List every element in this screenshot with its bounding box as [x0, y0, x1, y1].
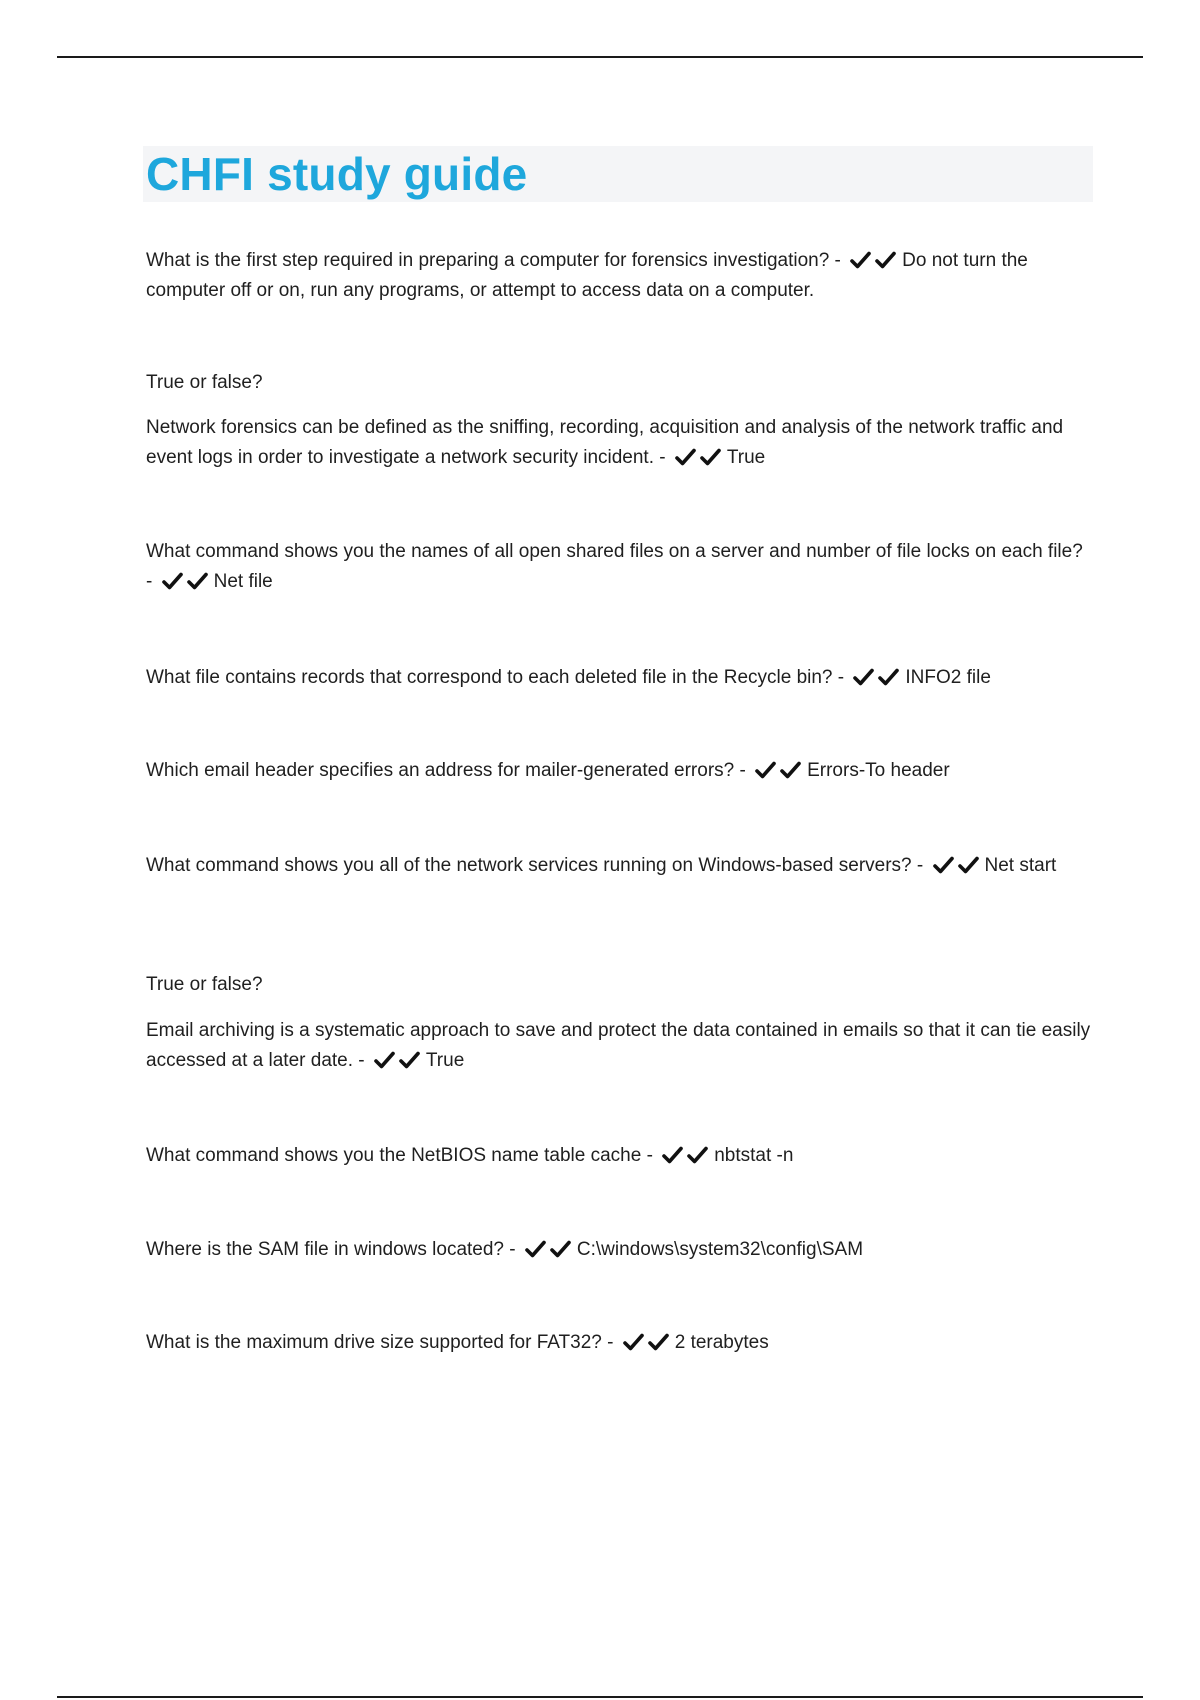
check-icon: [648, 1333, 669, 1351]
footer-rule: [57, 1696, 1143, 1698]
answer-marker: [623, 1328, 673, 1358]
question-text: Where is the SAM file in windows located? -: [146, 1239, 516, 1260]
answer-text: Do not turn the computer off or on, run any programs, or attempt to access data on a computer.: [146, 250, 1028, 301]
answer-text: 2 terabytes: [674, 1332, 769, 1353]
answer-marker: [850, 246, 900, 276]
answer-text: C:\windows\system32\config\SAM: [576, 1239, 864, 1260]
answer-text: Net file: [213, 571, 273, 592]
qa-entry-10: [146, 1328, 1092, 1358]
question-text: What command shows you the NetBIOS name table cache -: [146, 1145, 653, 1166]
true-false-label: True or false?: [146, 974, 263, 995]
qa-entry-7: [146, 1016, 1092, 1076]
header-rule: [57, 56, 1143, 58]
check-icon: [399, 1051, 420, 1069]
answer-text: True: [425, 1050, 465, 1071]
check-icon: [780, 761, 801, 779]
check-icon: [187, 572, 208, 590]
qa-entry-2-prefix: [146, 368, 1092, 398]
qa-entry-6: [146, 851, 1092, 881]
answer-marker: [162, 567, 212, 597]
check-icon: [755, 761, 776, 779]
question-text: What command shows you the names of all open shared files on a server and number of file locks on each file? -: [146, 541, 1083, 592]
question-text: What file contains records that correspond to each deleted file in the Recycle bin? -: [146, 667, 845, 688]
question-text: Email archiving is a systematic approach to save and protect the data contained in emails so that it can tie easily accessed at a later date. -: [146, 1020, 1091, 1071]
qa-entry-5: [146, 756, 1092, 786]
check-icon: [958, 856, 979, 874]
check-icon: [933, 856, 954, 874]
answer-marker: [755, 756, 805, 786]
true-false-label: True or false?: [146, 372, 263, 393]
qa-entry-7-prefix: [146, 970, 1092, 1000]
check-icon: [623, 1333, 644, 1351]
question-text: Network forensics can be defined as the sniffing, recording, acquisition and analysis of the network traffic and event logs in order to investigate a network security incident. -: [146, 417, 1064, 468]
question-text: What is the maximum drive size supported for FAT32? -: [146, 1332, 614, 1353]
check-icon: [550, 1240, 571, 1258]
qa-entry-9: [146, 1235, 1092, 1265]
qa-entry-2: [146, 413, 1092, 473]
check-icon: [675, 448, 696, 466]
answer-text: True: [726, 447, 766, 468]
check-icon: [853, 668, 874, 686]
question-text: What command shows you all of the network services running on Windows-based servers? -: [146, 855, 924, 876]
check-icon: [850, 251, 871, 269]
check-icon: [162, 572, 183, 590]
check-icon: [687, 1146, 708, 1164]
answer-marker: [374, 1046, 424, 1076]
answer-text: Errors-To header: [807, 760, 950, 781]
check-icon: [525, 1240, 546, 1258]
answer-marker: [853, 663, 903, 693]
qa-entry-8: [146, 1141, 1092, 1171]
answer-text: Net start: [984, 855, 1057, 876]
check-icon: [878, 668, 899, 686]
question-text: Which email header specifies an address for mailer-generated errors? -: [146, 760, 746, 781]
answer-text: nbtstat -n: [714, 1145, 794, 1166]
check-icon: [374, 1051, 395, 1069]
check-icon: [662, 1146, 683, 1164]
answer-text: INFO2 file: [905, 667, 991, 688]
answer-marker: [675, 443, 725, 473]
check-icon: [875, 251, 896, 269]
answer-marker: [662, 1141, 712, 1171]
qa-entry-4: [146, 663, 1092, 693]
check-icon: [700, 448, 721, 466]
answer-marker: [525, 1235, 575, 1265]
qa-entry-3: [146, 537, 1092, 597]
qa-entry-1: [146, 246, 1092, 306]
page-title: CHFI study guide: [146, 148, 528, 200]
question-text: What is the first step required in preparing a computer for forensics investigation? -: [146, 250, 841, 271]
answer-marker: [933, 851, 983, 881]
